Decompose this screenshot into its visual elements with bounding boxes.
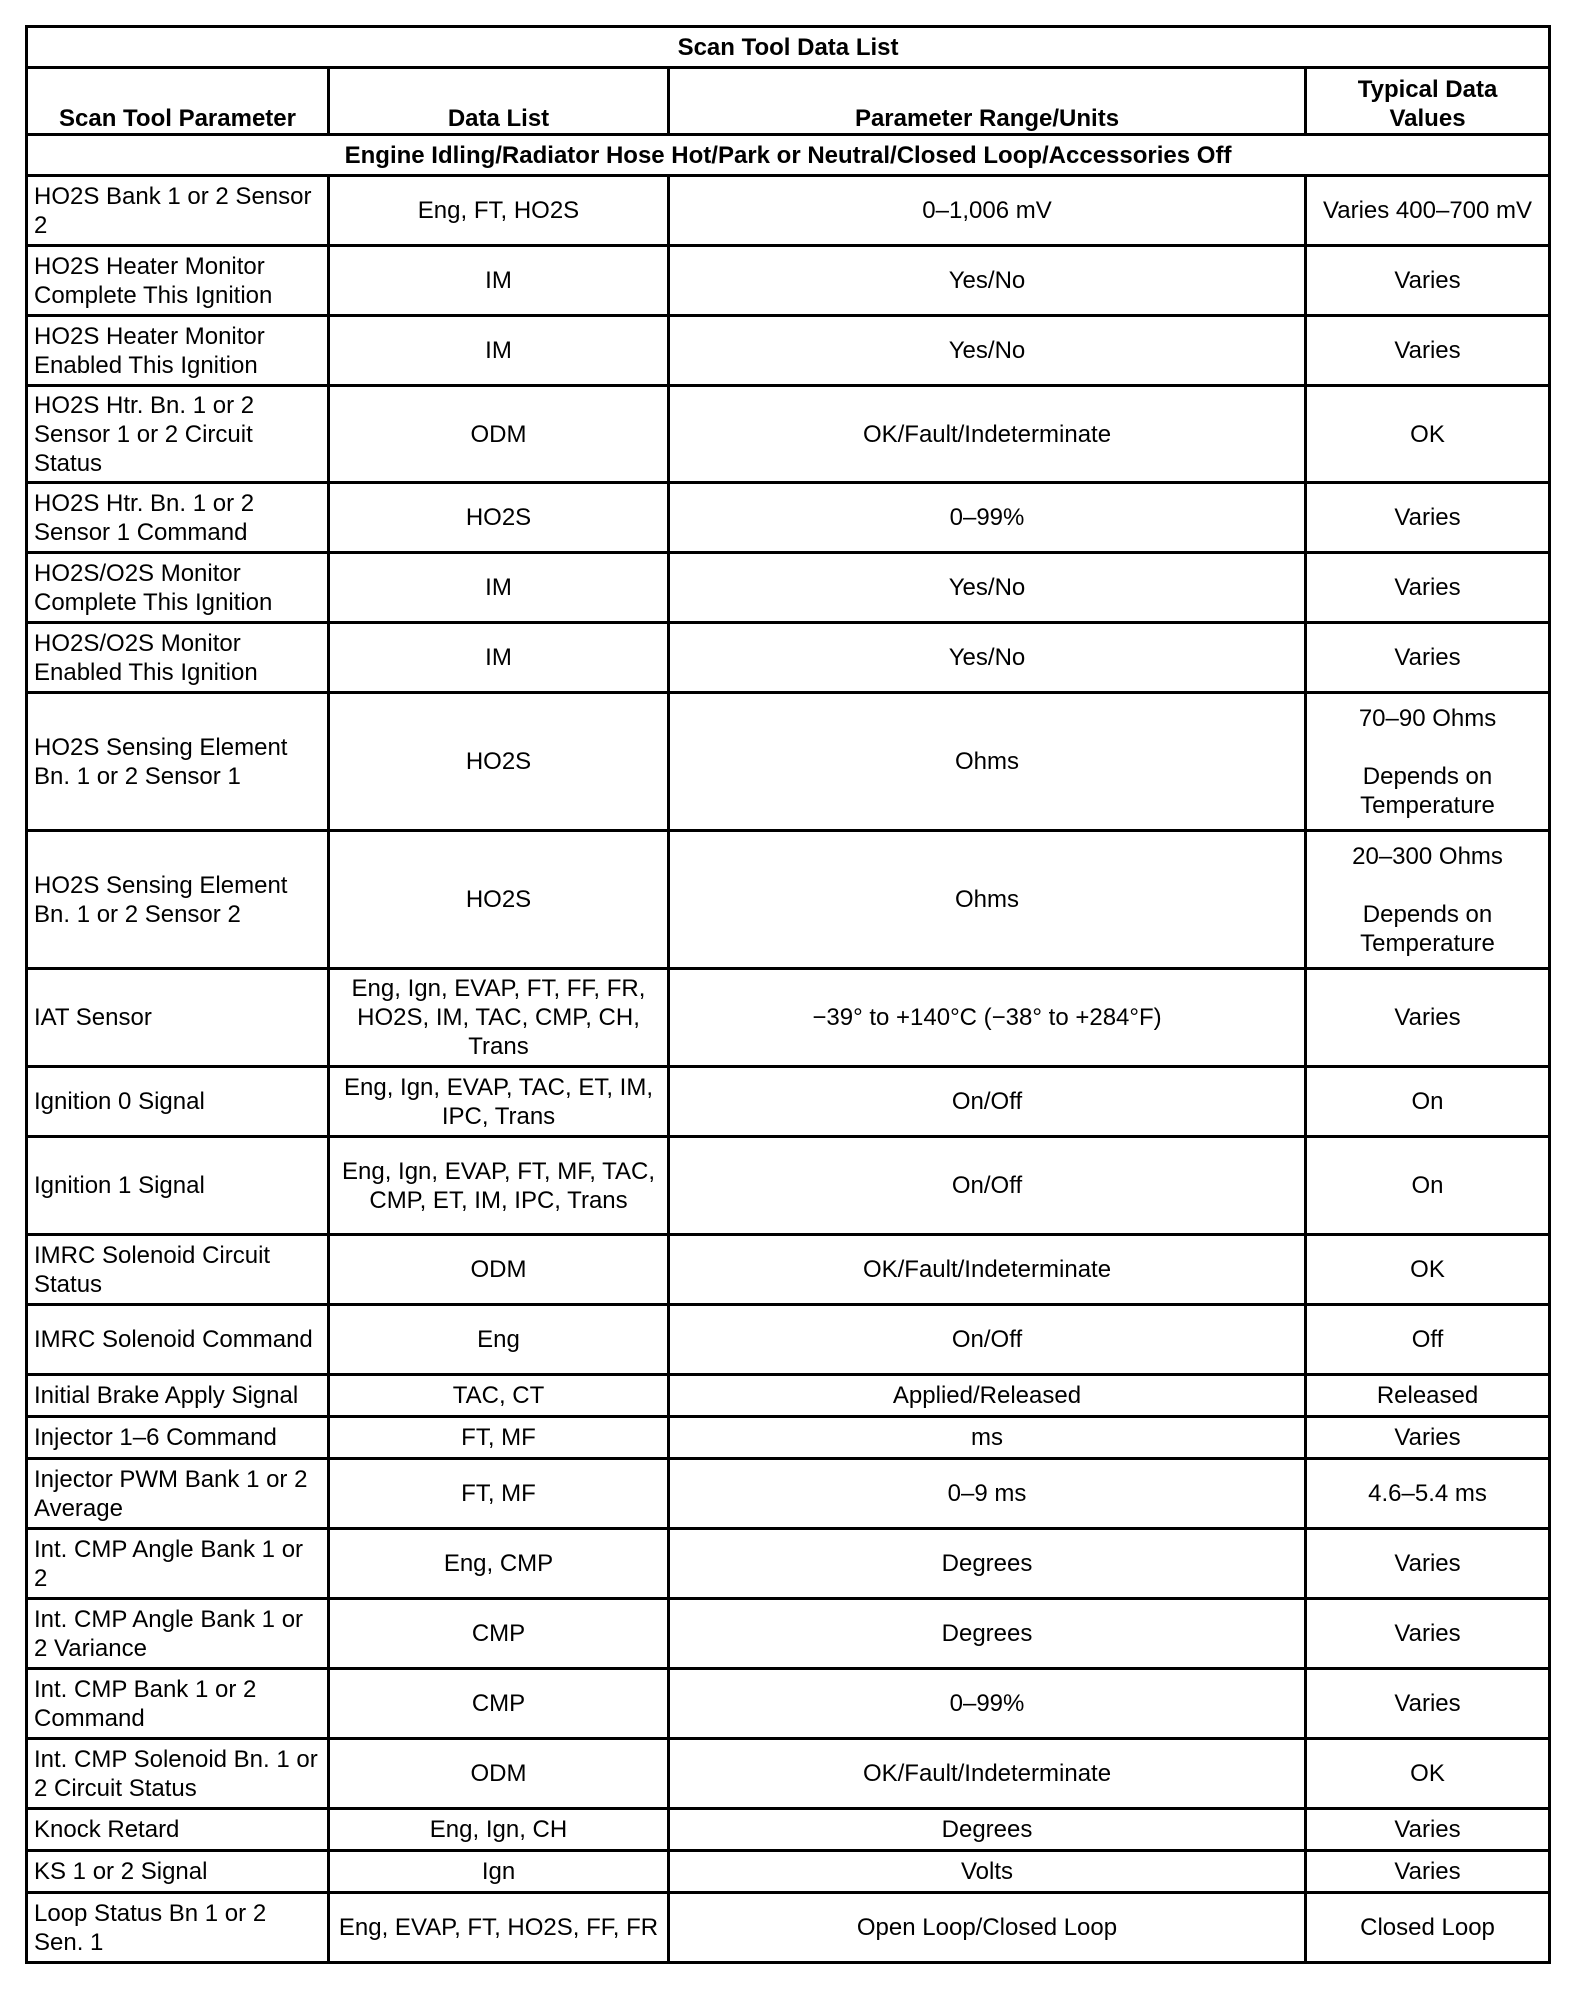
cell-typical: On xyxy=(1306,1137,1550,1235)
cell-parameter: HO2S Heater Monitor Enabled This Ignition xyxy=(27,316,329,386)
cell-range: Yes/No xyxy=(669,623,1306,693)
table-title: Scan Tool Data List xyxy=(27,27,1550,68)
cell-typical: Varies xyxy=(1306,1851,1550,1893)
table-row xyxy=(27,693,1550,831)
table-row xyxy=(27,1851,1550,1893)
cell-data-list: HO2S xyxy=(329,483,669,553)
cell-typical: Varies xyxy=(1306,483,1550,553)
cell-range: Applied/Released xyxy=(669,1375,1306,1417)
scan-tool-data-sheet xyxy=(25,25,1548,1964)
cell-parameter: HO2S Sensing Element Bn. 1 or 2 Sensor 2 xyxy=(27,831,329,969)
table-row xyxy=(27,553,1550,623)
header-data-list: Data List xyxy=(329,68,669,135)
cell-range: OK/Fault/Indeterminate xyxy=(669,1739,1306,1809)
cell-range: Volts xyxy=(669,1851,1306,1893)
cell-parameter: IMRC Solenoid Circuit Status xyxy=(27,1235,329,1305)
table-row xyxy=(27,1459,1550,1529)
cell-data-list: CMP xyxy=(329,1599,669,1669)
cell-data-list: Eng, EVAP, FT, HO2S, FF, FR xyxy=(329,1893,669,1963)
table-row xyxy=(27,1305,1550,1375)
cell-typical: OK xyxy=(1306,386,1550,483)
table-row xyxy=(27,1137,1550,1235)
table-row xyxy=(27,176,1550,246)
cell-range: Degrees xyxy=(669,1599,1306,1669)
cell-parameter: Int. CMP Bank 1 or 2 Command xyxy=(27,1669,329,1739)
cell-data-list: TAC, CT xyxy=(329,1375,669,1417)
cell-range: Yes/No xyxy=(669,316,1306,386)
cell-data-list: ODM xyxy=(329,1739,669,1809)
cell-range: ms xyxy=(669,1417,1306,1459)
cell-data-list: FT, MF xyxy=(329,1417,669,1459)
table-row xyxy=(27,246,1550,316)
cell-range: Degrees xyxy=(669,1809,1306,1851)
cell-range: 0–1,006 mV xyxy=(669,176,1306,246)
cell-typical: Varies xyxy=(1306,1417,1550,1459)
title-row xyxy=(27,27,1550,68)
table-row xyxy=(27,1893,1550,1963)
cell-parameter: IAT Sensor xyxy=(27,969,329,1067)
table-row xyxy=(27,316,1550,386)
table-row xyxy=(27,1375,1550,1417)
cell-typical: 70–90 Ohms Depends on Temperature xyxy=(1306,693,1550,831)
cell-parameter: HO2S Bank 1 or 2 Sensor 2 xyxy=(27,176,329,246)
cell-parameter: Int. CMP Angle Bank 1 or 2 xyxy=(27,1529,329,1599)
table-row xyxy=(27,1067,1550,1137)
cell-data-list: Eng, FT, HO2S xyxy=(329,176,669,246)
cell-range: Ohms xyxy=(669,831,1306,969)
cell-typical: Off xyxy=(1306,1305,1550,1375)
cell-typical: Closed Loop xyxy=(1306,1893,1550,1963)
cell-range: On/Off xyxy=(669,1067,1306,1137)
cell-parameter: Loop Status Bn 1 or 2 Sen. 1 xyxy=(27,1893,329,1963)
cell-range: On/Off xyxy=(669,1305,1306,1375)
cell-range: Yes/No xyxy=(669,246,1306,316)
cell-data-list: Eng xyxy=(329,1305,669,1375)
table-row xyxy=(27,1235,1550,1305)
cell-typical: 4.6–5.4 ms xyxy=(1306,1459,1550,1529)
cell-typical: Varies xyxy=(1306,623,1550,693)
cell-typical: On xyxy=(1306,1067,1550,1137)
table-row xyxy=(27,1417,1550,1459)
cell-parameter: Knock Retard xyxy=(27,1809,329,1851)
cell-range: Yes/No xyxy=(669,553,1306,623)
table-row xyxy=(27,1599,1550,1669)
table-row xyxy=(27,386,1550,483)
table-body xyxy=(27,176,1550,1963)
cell-range: Open Loop/Closed Loop xyxy=(669,1893,1306,1963)
cell-range: OK/Fault/Indeterminate xyxy=(669,1235,1306,1305)
header-row xyxy=(27,68,1550,135)
cell-data-list: Eng, CMP xyxy=(329,1529,669,1599)
cell-data-list: IM xyxy=(329,246,669,316)
header-range: Parameter Range/Units xyxy=(669,68,1306,135)
cell-parameter: Int. CMP Solenoid Bn. 1 or 2 Circuit Status xyxy=(27,1739,329,1809)
cell-parameter: HO2S/O2S Monitor Complete This Ignition xyxy=(27,553,329,623)
cell-parameter: Initial Brake Apply Signal xyxy=(27,1375,329,1417)
cell-data-list: IM xyxy=(329,623,669,693)
cell-data-list: Eng, Ign, EVAP, TAC, ET, IM, IPC, Trans xyxy=(329,1067,669,1137)
cell-typical: 20–300 Ohms Depends on Temperature xyxy=(1306,831,1550,969)
cell-data-list: HO2S xyxy=(329,831,669,969)
table-row xyxy=(27,969,1550,1067)
table-row xyxy=(27,1669,1550,1739)
cell-typical: OK xyxy=(1306,1739,1550,1809)
cell-typical: Varies xyxy=(1306,316,1550,386)
cell-range: 0–99% xyxy=(669,1669,1306,1739)
cell-parameter: IMRC Solenoid Command xyxy=(27,1305,329,1375)
cell-data-list: ODM xyxy=(329,1235,669,1305)
cell-data-list: Eng, Ign, EVAP, FT, FF, FR, HO2S, IM, TAC, CMP, CH, Trans xyxy=(329,969,669,1067)
table-row xyxy=(27,1809,1550,1851)
cell-data-list: HO2S xyxy=(329,693,669,831)
cell-typical: Varies xyxy=(1306,246,1550,316)
cell-typical: Varies xyxy=(1306,1599,1550,1669)
cell-parameter: HO2S Htr. Bn. 1 or 2 Sensor 1 Command xyxy=(27,483,329,553)
cell-data-list: Ign xyxy=(329,1851,669,1893)
cell-range: 0–99% xyxy=(669,483,1306,553)
cell-typical: Varies 400–700 mV xyxy=(1306,176,1550,246)
cell-range: OK/Fault/Indeterminate xyxy=(669,386,1306,483)
table-row xyxy=(27,1529,1550,1599)
cell-data-list: CMP xyxy=(329,1669,669,1739)
cell-parameter: KS 1 or 2 Signal xyxy=(27,1851,329,1893)
cell-range: 0–9 ms xyxy=(669,1459,1306,1529)
header-parameter: Scan Tool Parameter xyxy=(27,68,329,135)
cell-typical: Varies xyxy=(1306,553,1550,623)
cell-parameter: HO2S Sensing Element Bn. 1 or 2 Sensor 1 xyxy=(27,693,329,831)
cell-typical: Varies xyxy=(1306,1809,1550,1851)
scan-tool-data-table xyxy=(25,25,1551,1964)
table-row xyxy=(27,483,1550,553)
cell-typical: Varies xyxy=(1306,969,1550,1067)
cell-parameter: Ignition 1 Signal xyxy=(27,1137,329,1235)
section-heading: Engine Idling/Radiator Hose Hot/Park or Neutral/Closed Loop/Accessories Off xyxy=(27,135,1550,176)
cell-range: On/Off xyxy=(669,1137,1306,1235)
cell-parameter: HO2S Heater Monitor Complete This Ignition xyxy=(27,246,329,316)
cell-parameter: HO2S/O2S Monitor Enabled This Ignition xyxy=(27,623,329,693)
cell-data-list: FT, MF xyxy=(329,1459,669,1529)
cell-parameter: Injector PWM Bank 1 or 2 Average xyxy=(27,1459,329,1529)
cell-range: Ohms xyxy=(669,693,1306,831)
cell-data-list: IM xyxy=(329,553,669,623)
cell-data-list: IM xyxy=(329,316,669,386)
cell-range: −39° to +140°C (−38° to +284°F) xyxy=(669,969,1306,1067)
section-row xyxy=(27,135,1550,176)
table-row xyxy=(27,831,1550,969)
cell-typical: OK xyxy=(1306,1235,1550,1305)
cell-parameter: Injector 1–6 Command xyxy=(27,1417,329,1459)
cell-parameter: HO2S Htr. Bn. 1 or 2 Sensor 1 or 2 Circuit Status xyxy=(27,386,329,483)
cell-data-list: ODM xyxy=(329,386,669,483)
cell-parameter: Int. CMP Angle Bank 1 or 2 Variance xyxy=(27,1599,329,1669)
cell-data-list: Eng, Ign, CH xyxy=(329,1809,669,1851)
cell-typical: Varies xyxy=(1306,1529,1550,1599)
cell-range: Degrees xyxy=(669,1529,1306,1599)
cell-typical: Varies xyxy=(1306,1669,1550,1739)
cell-data-list: Eng, Ign, EVAP, FT, MF, TAC, CMP, ET, IM, IPC, Trans xyxy=(329,1137,669,1235)
table-row xyxy=(27,1739,1550,1809)
header-typical: Typical Data Values xyxy=(1306,68,1550,135)
cell-parameter: Ignition 0 Signal xyxy=(27,1067,329,1137)
cell-typical: Released xyxy=(1306,1375,1550,1417)
table-row xyxy=(27,623,1550,693)
